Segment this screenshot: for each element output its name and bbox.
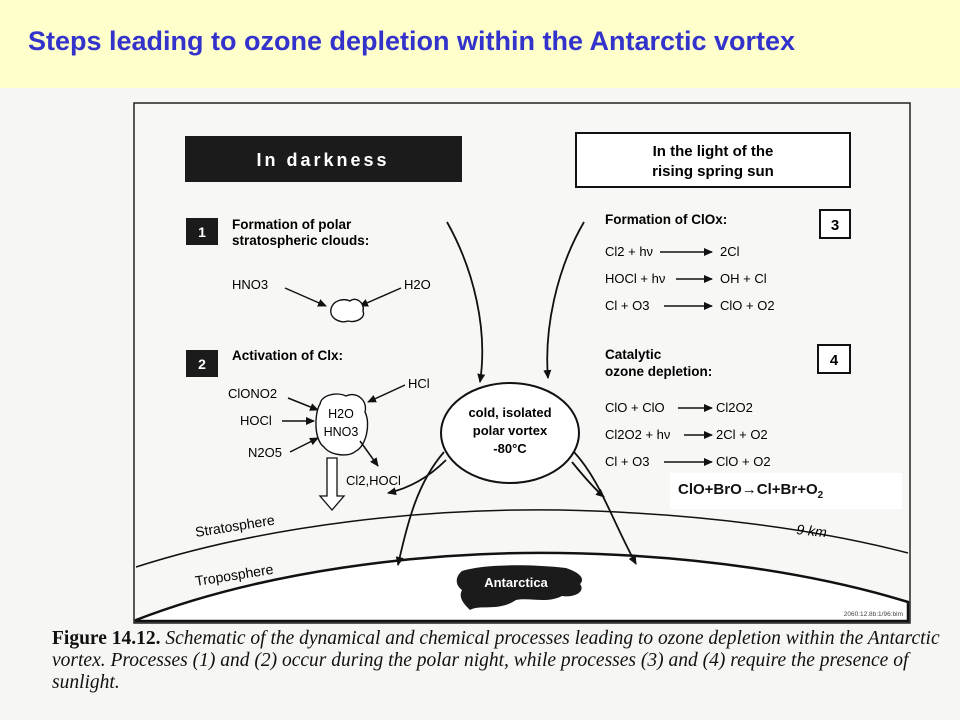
step-1-title-line1: Formation of polar: [232, 217, 352, 232]
step-3-number: 3: [830, 217, 840, 234]
annotation-right: Cl+Br+O: [756, 481, 818, 498]
caption-label: Figure 14.12.: [52, 628, 161, 649]
step-4-reaction-0-left: ClO + ClO: [605, 400, 665, 415]
darkness-label: In darkness: [256, 150, 390, 170]
figure-code: 2060:12.8b:1/96:blm: [843, 611, 903, 618]
light-label-line1: In the light of the: [652, 143, 774, 160]
step-2-product: Cl2,HOCl: [346, 473, 401, 488]
step-1-left-reactant: HNO3: [232, 277, 269, 292]
step-4-title-line1: Catalytic: [605, 347, 662, 362]
annotation-arrow-icon: →: [741, 481, 757, 498]
step-3-reaction-2-left: Cl + O3: [605, 298, 650, 313]
step-3-reaction-1-left: HOCl + hν: [605, 271, 666, 286]
step-1-title-line2: stratospheric clouds:: [232, 233, 370, 248]
step-4-reaction-1-left: Cl2O2 + hν: [605, 427, 671, 442]
annotation-reaction: [678, 481, 823, 501]
step-2-title: Activation of Clx:: [232, 348, 344, 363]
step-4-reaction-1-right: 2Cl + O2: [716, 427, 768, 442]
step-3-title: Formation of ClOx:: [605, 212, 728, 227]
antarctica-label: Antarctica: [484, 575, 548, 590]
step-3-reaction-0-left: Cl2 + hν: [605, 244, 654, 259]
step-2-input-1: HOCl: [240, 413, 272, 428]
stratosphere-label: Stratosphere: [193, 511, 276, 540]
particle-label-line1: H2O: [328, 407, 354, 421]
vortex-label-line3: -80°C: [493, 441, 527, 456]
step-2-number: 2: [198, 356, 206, 372]
step-3-reaction-0-right: 2Cl: [720, 244, 740, 259]
vortex-label-line2: polar vortex: [472, 423, 548, 438]
step-4-reaction-0-right: Cl2O2: [716, 400, 753, 415]
darkness-header: [185, 136, 462, 182]
annotation-box: [670, 473, 902, 509]
step-3-reaction-1-right: OH + Cl: [720, 271, 767, 286]
light-header: [576, 133, 850, 187]
vortex-label-line1: cold, isolated: [468, 405, 552, 420]
particle-label-line2: HNO3: [323, 425, 359, 439]
step-4-reaction-2-left: Cl + O3: [605, 454, 650, 469]
caption-text: Schematic of the dynamical and chemical processes leading to ozone depletion within the Antarctic vortex. Processes (1) and (2) occur during the polar night, while processes (3) and (4) require the presence of sunlight.: [52, 628, 940, 693]
step-2-input-0: ClONO2: [228, 386, 278, 401]
step-3-reaction-2-right: ClO + O2: [720, 298, 775, 313]
figure-caption: [52, 628, 942, 694]
step-1-number: 1: [198, 224, 206, 240]
cloud-particle-icon: [331, 299, 364, 321]
altitude-label: 9 km: [795, 521, 828, 541]
annotation-subscript: 2: [817, 490, 824, 501]
step-4-title-line2: ozone depletion:: [605, 364, 713, 379]
annotation-left: ClO+BrO: [678, 481, 742, 498]
step-4-reaction-2-right: ClO + O2: [716, 454, 771, 469]
light-label-line2: rising spring sun: [652, 163, 774, 180]
step-4-number: 4: [829, 352, 839, 369]
step-1-right-reactant: H2O: [404, 277, 431, 292]
troposphere-label: Troposphere: [193, 560, 275, 589]
step-2-input-2: N2O5: [248, 445, 282, 460]
step-2-input-3: HCl: [408, 376, 430, 391]
slide-title: Steps leading to ozone depletion within the Antarctic vortex: [28, 26, 796, 56]
